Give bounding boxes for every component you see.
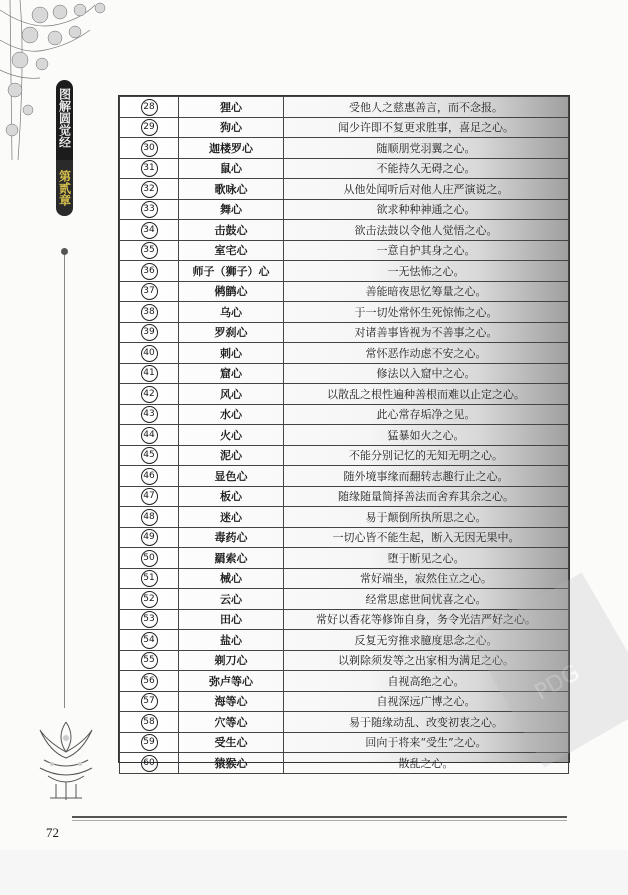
mind-name: 舞心: [179, 199, 284, 220]
row-number: 42: [141, 386, 158, 403]
mind-name: 击鼓心: [179, 220, 284, 241]
mind-description: 易于随缘动乱、改变初衷之心。: [284, 712, 569, 733]
mind-name: 泥心: [179, 445, 284, 466]
row-number-cell: [120, 240, 179, 261]
table-row: [120, 527, 569, 548]
row-number-cell: [120, 138, 179, 159]
mind-description: 善能暗夜思忆筹量之心。: [284, 281, 569, 302]
row-number-cell: [120, 466, 179, 487]
mind-name: 显色心: [179, 466, 284, 487]
mind-description: 一意自护其身之心。: [284, 240, 569, 261]
row-number: 28: [141, 99, 158, 116]
table-row: [120, 363, 569, 384]
mind-name: 水心: [179, 404, 284, 425]
row-number: 41: [141, 365, 158, 382]
mind-description: 随外境事缘而翻转志趣行止之心。: [284, 466, 569, 487]
row-number: 36: [141, 263, 158, 280]
footer-rule: [72, 816, 567, 818]
mind-name: 板心: [179, 486, 284, 507]
side-dot: [61, 248, 68, 255]
mind-description: 欲击法鼓以令他人觉悟之心。: [284, 220, 569, 241]
row-number: 44: [141, 427, 158, 444]
table-row: [120, 322, 569, 343]
mind-name: 风心: [179, 384, 284, 405]
row-number-cell: [120, 322, 179, 343]
mind-description: 闻少许即不复更求胜事，喜足之心。: [284, 117, 569, 138]
table-row: [120, 117, 569, 138]
mind-name: 械心: [179, 568, 284, 589]
row-number-cell: [120, 671, 179, 692]
mind-name: 海等心: [179, 691, 284, 712]
row-number: 57: [141, 693, 158, 710]
row-number-cell: [120, 384, 179, 405]
mind-name: 鸺鹠心: [179, 281, 284, 302]
table-row: [120, 97, 569, 118]
mind-name: 弥卢等心: [179, 671, 284, 692]
row-number-cell: [120, 117, 179, 138]
mind-name: 室宅心: [179, 240, 284, 261]
row-number: 39: [141, 324, 158, 341]
mind-description: 于一切处常怀生死惊怖之心。: [284, 302, 569, 323]
mind-description: 一切心皆不能生起，断入无因无果中。: [284, 527, 569, 548]
footer-rule-thin: [72, 820, 567, 821]
mind-name: 毒药心: [179, 527, 284, 548]
row-number-cell: [120, 97, 179, 118]
row-number-cell: [120, 712, 179, 733]
row-number-cell: [120, 548, 179, 569]
row-number-cell: [120, 691, 179, 712]
mind-description: 自视高绝之心。: [284, 671, 569, 692]
row-number: 51: [141, 570, 158, 587]
mind-description: 自视深远广博之心。: [284, 691, 569, 712]
row-number: 47: [141, 488, 158, 505]
mind-description: 易于颠倒所执所思之心。: [284, 507, 569, 528]
row-number: 45: [141, 447, 158, 464]
row-number-cell: [120, 363, 179, 384]
row-number: 58: [141, 714, 158, 731]
row-number: 43: [141, 406, 158, 423]
mind-name: 歌咏心: [179, 179, 284, 200]
mind-name: 乌心: [179, 302, 284, 323]
mind-description: 常好以香花等修饰自身，务令光洁严好之心。: [284, 609, 569, 630]
mind-description: 此心常存垢净之见。: [284, 404, 569, 425]
row-number: 50: [141, 550, 158, 567]
row-number-cell: [120, 179, 179, 200]
lotus-ornament: [30, 712, 102, 802]
row-number-cell: [120, 302, 179, 323]
row-number: 46: [141, 468, 158, 485]
mind-description: 堕于断见之心。: [284, 548, 569, 569]
mind-description: 常好端坐，寂然住立之心。: [284, 568, 569, 589]
row-number-cell: [120, 589, 179, 610]
table-row: [120, 199, 569, 220]
mind-description: 一无怯怖之心。: [284, 261, 569, 282]
mind-name: 窟心: [179, 363, 284, 384]
row-number-cell: [120, 609, 179, 630]
row-number-cell: [120, 650, 179, 671]
mind-name: 云心: [179, 589, 284, 610]
table-row: [120, 261, 569, 282]
mind-description: 回向于将来“受生”之心。: [284, 732, 569, 753]
row-number: 54: [141, 632, 158, 649]
mind-description: 以散乱之根性遍种善根而难以止定之心。: [284, 384, 569, 405]
mind-description: 散乱之心。: [284, 753, 569, 774]
mind-description: 不能持久无碍之心。: [284, 158, 569, 179]
mind-name: 火心: [179, 425, 284, 446]
mind-description: 不能分别记忆的无知无明之心。: [284, 445, 569, 466]
row-number-cell: [120, 158, 179, 179]
row-number-cell: [120, 425, 179, 446]
row-number: 55: [141, 652, 158, 669]
table-row: [120, 179, 569, 200]
table-row: [120, 568, 569, 589]
row-number: 32: [141, 181, 158, 198]
mind-description: 常怀恶作动虑不安之心。: [284, 343, 569, 364]
mind-name: 羂索心: [179, 548, 284, 569]
table-row: [120, 589, 569, 610]
mind-name: 田心: [179, 609, 284, 630]
mind-name: 剃刀心: [179, 650, 284, 671]
row-number-cell: [120, 261, 179, 282]
mind-description: 经常思虑世间忧喜之心。: [284, 589, 569, 610]
row-number-cell: [120, 732, 179, 753]
mind-description: 猛暴如火之心。: [284, 425, 569, 446]
mind-description: 反复无穷推求臆度思念之心。: [284, 630, 569, 651]
mind-description: 随顺朋党羽翼之心。: [284, 138, 569, 159]
mind-name: 猿猴心: [179, 753, 284, 774]
bottom-margin: [0, 850, 628, 895]
row-number: 33: [141, 201, 158, 218]
row-number: 49: [141, 529, 158, 546]
side-divider-line: [64, 250, 65, 708]
table-row: [120, 425, 569, 446]
mind-name: 狸心: [179, 97, 284, 118]
row-number-cell: [120, 507, 179, 528]
mind-description: 受他人之慈惠善言，而不念报。: [284, 97, 569, 118]
page-number: 72: [46, 825, 59, 840]
row-number-cell: [120, 486, 179, 507]
mind-name: 迷心: [179, 507, 284, 528]
row-number: 60: [141, 755, 158, 772]
mind-description: 对诸善事皆视为不善事之心。: [284, 322, 569, 343]
side-tab: [52, 80, 76, 216]
mind-name: 穴等心: [179, 712, 284, 733]
mind-name: 受生心: [179, 732, 284, 753]
row-number: 40: [141, 345, 158, 362]
table-row: [120, 158, 569, 179]
row-number: 34: [141, 222, 158, 239]
row-number-cell: [120, 404, 179, 425]
row-number-cell: [120, 753, 179, 774]
row-number: 30: [141, 140, 158, 157]
row-number: 35: [141, 242, 158, 259]
mind-description: 修法以入窟中之心。: [284, 363, 569, 384]
table-row: [120, 732, 569, 753]
mind-name: 刺心: [179, 343, 284, 364]
mind-description: 欲求种种神通之心。: [284, 199, 569, 220]
row-number: 56: [141, 673, 158, 690]
table-row: [120, 281, 569, 302]
table-row: [120, 138, 569, 159]
row-number: 37: [141, 283, 158, 300]
table-row: [120, 753, 569, 774]
mind-name: 盐心: [179, 630, 284, 651]
table-row: [120, 507, 569, 528]
table-row: [120, 548, 569, 569]
table-row: [120, 445, 569, 466]
row-number: 48: [141, 509, 158, 526]
mind-name: 狗心: [179, 117, 284, 138]
row-number: 29: [141, 119, 158, 136]
row-number-cell: [120, 343, 179, 364]
table-row: [120, 384, 569, 405]
mind-description: 随缘随量简择善法而舍弃其余之心。: [284, 486, 569, 507]
row-number-cell: [120, 630, 179, 651]
row-number: 31: [141, 160, 158, 177]
mind-description: 从他处闻听后对他人庄严演说之。: [284, 179, 569, 200]
table-row: [120, 466, 569, 487]
row-number-cell: [120, 568, 179, 589]
row-number: 38: [141, 304, 158, 321]
table-row: [120, 302, 569, 323]
row-number-cell: [120, 445, 179, 466]
table-row: [120, 486, 569, 507]
svg-text:PDG: PDG: [530, 660, 585, 706]
row-number-cell: [120, 220, 179, 241]
mind-description: 以剃除须发等之出家相为满足之心。: [284, 650, 569, 671]
mind-name: 鼠心: [179, 158, 284, 179]
table-row: [120, 404, 569, 425]
row-number-cell: [120, 281, 179, 302]
mind-name: 迦楼罗心: [179, 138, 284, 159]
chapter-label: 第贰章: [56, 160, 73, 216]
table-row: [120, 343, 569, 364]
row-number: 52: [141, 591, 158, 608]
mind-name: 罗刹心: [179, 322, 284, 343]
row-number-cell: [120, 527, 179, 548]
table-row: [120, 240, 569, 261]
book-title: 图解圆觉经: [56, 80, 73, 160]
row-number: 59: [141, 734, 158, 751]
row-number: 53: [141, 611, 158, 628]
row-number-cell: [120, 199, 179, 220]
table-row: [120, 220, 569, 241]
mind-name: 师子（狮子）心: [179, 261, 284, 282]
